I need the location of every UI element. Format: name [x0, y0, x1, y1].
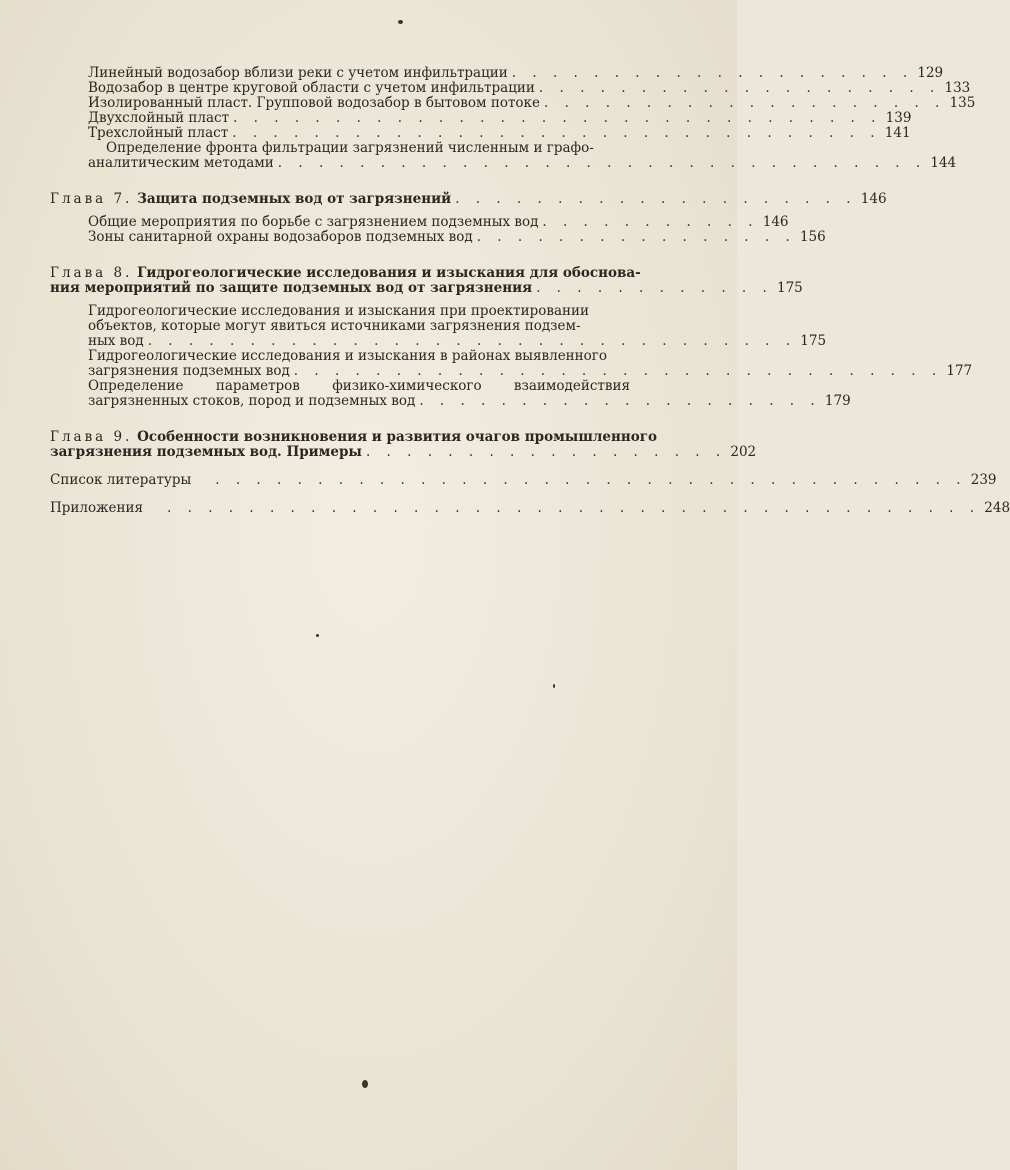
print-speck — [362, 1080, 368, 1088]
chapter-heading — [50, 265, 803, 296]
leader-dots: . . . . . . . . . . . . . . . . . . . . . . . . . . . . . . . . — [277, 155, 927, 171]
page-number: 202 — [730, 444, 757, 460]
page-number: 129 — [917, 65, 944, 81]
toc-entry: Приложения . . . . . . . . . . . . . . . . . . . . . . . . . . . . . . . . . . . . . . . . 248 — [50, 500, 1010, 516]
page-number: 175 — [800, 333, 827, 349]
toc-entry: Водозабор в центре круговой области с учетом инфильтрации . . . . . . . . . . . . . . . . . . . . 133 — [88, 80, 971, 96]
leader-dots: . . . . . . . . . . . . . . . . . . . . . . . . . . . . . . . . — [233, 110, 882, 126]
toc-entry: Гидрогеологические исследования и изыскания при проектировании объектов, которые могут явиться источниками загрязнения подзем- ных вод . . . . . . . . . . . . . . . . . . . . . . . . . . . . . . . . 175 — [88, 303, 827, 349]
leader-dots: . . . . . . . . . . . . . . . . . . . . — [511, 65, 914, 81]
leader-dots: . . . . . . . . . . . — [542, 214, 759, 230]
chapter-title-line: Особенности возникновения и развития очагов промышленного — [137, 429, 657, 445]
chapter-prefix: Глава 7. — [50, 191, 133, 207]
leader-dots: . . . . . . . . . . . . . . . . . . . . . . . . . . . . . . . . — [293, 363, 943, 379]
page-number: 175 — [777, 280, 803, 296]
page-number: 177 — [946, 363, 973, 379]
leader-dots: . . . . . . . . . . . . . . . . . . . . — [543, 95, 946, 111]
chapter-prefix: Глава 9. — [50, 429, 133, 445]
chapter-heading — [50, 429, 757, 460]
leader-dots: . . . . . . . . . . . . . . . . . . . . . . . . . . . . . . . . . . . . . — [215, 472, 967, 488]
leader-dots: . . . . . . . . . . . . . . . . — [476, 229, 796, 245]
chapter-title-line: ния мероприятий по защите подземных вод от загрязнения — [50, 280, 533, 296]
leader-dots: . . . . . . . . . . . . . . . . . . . . — [419, 393, 821, 409]
page-number: 179 — [824, 393, 851, 409]
page-number: 248 — [984, 500, 1010, 516]
leader-dots: . . . . . . . . . . . . . . . . . . — [365, 444, 727, 460]
table-of-contents — [50, 65, 1010, 516]
page-number: 144 — [930, 155, 957, 171]
toc-entry: Изолированный пласт. Групповой водозабор в бытовом потоке . . . . . . . . . . . . . . . . . . . . 135 — [88, 95, 976, 111]
leader-dots: . . . . . . . . . . . . . . . . . . . . . . . . . . . . . . . . . . . . . . . . — [167, 500, 981, 516]
toc-entry: Определение параметров физико-химического взаимодействия загрязненных стоков, пород и подземных вод . . . . . . . . . . . . . . . . . . . . 179 — [88, 378, 851, 409]
toc-entry: Линейный водозабор вблизи реки с учетом инфильтрации . . . . . . . . . . . . . . . . . . . . 129 — [88, 65, 944, 81]
leader-dots: . . . . . . . . . . . . . . . . . . . . . . . . . . . . . . . . — [232, 125, 881, 141]
page-number: 135 — [949, 95, 976, 111]
toc-entry: Список литературы . . . . . . . . . . . . . . . . . . . . . . . . . . . . . . . . . . . . . 239 — [50, 472, 997, 488]
print-speck — [398, 20, 403, 24]
leader-dots: . . . . . . . . . . . . — [536, 280, 773, 296]
toc-entry: Зоны санитарной охраны водозаборов подземных вод . . . . . . . . . . . . . . . . 156 — [88, 229, 826, 245]
print-speck — [553, 684, 555, 688]
leader-dots: . . . . . . . . . . . . . . . . . . . . . . . . . . . . . . . . — [147, 333, 797, 349]
chapter-prefix: Глава 8. — [50, 265, 133, 281]
toc-entry: Общие мероприятия по борьбе с загрязнением подземных вод . . . . . . . . . . . 146 — [88, 214, 789, 230]
print-speck — [316, 634, 319, 637]
chapter-title-line: загрязнения подземных вод. Примеры — [50, 444, 362, 460]
leader-dots: . . . . . . . . . . . . . . . . . . . . — [455, 191, 857, 207]
chapter-title-line: Гидрогеологические исследования и изыскания для обоснова- — [137, 265, 641, 281]
leader-dots: . . . . . . . . . . . . . . . . . . . . — [538, 80, 941, 96]
toc-entry: Определение фронта фильтрации загрязнений численным и графо- аналитическим методами . . . . . . . . . . . . . . . . . . . . . . . . . . . . . . . . 144 — [88, 140, 957, 171]
page-number: 141 — [884, 125, 911, 141]
page-number: 156 — [799, 229, 826, 245]
chapter-title: Защита подземных вод от загрязнений — [137, 191, 452, 207]
page-number: 146 — [762, 214, 789, 230]
chapter-heading — [50, 191, 887, 207]
toc-entry: Трехслойный пласт . . . . . . . . . . . . . . . . . . . . . . . . . . . . . . . . 141 — [88, 125, 911, 141]
page-number: 239 — [970, 472, 997, 488]
page-number: 133 — [944, 80, 971, 96]
toc-entry: Гидрогеологические исследования и изыскания в районах выявленного загрязнения подземных вод . . . . . . . . . . . . . . . . . . . . . . . . . . . . . . . . 177 — [88, 348, 973, 379]
toc-entry: Двухслойный пласт . . . . . . . . . . . . . . . . . . . . . . . . . . . . . . . . 139 — [88, 110, 912, 126]
page-number: 146 — [860, 191, 887, 207]
page-number: 139 — [885, 110, 912, 126]
